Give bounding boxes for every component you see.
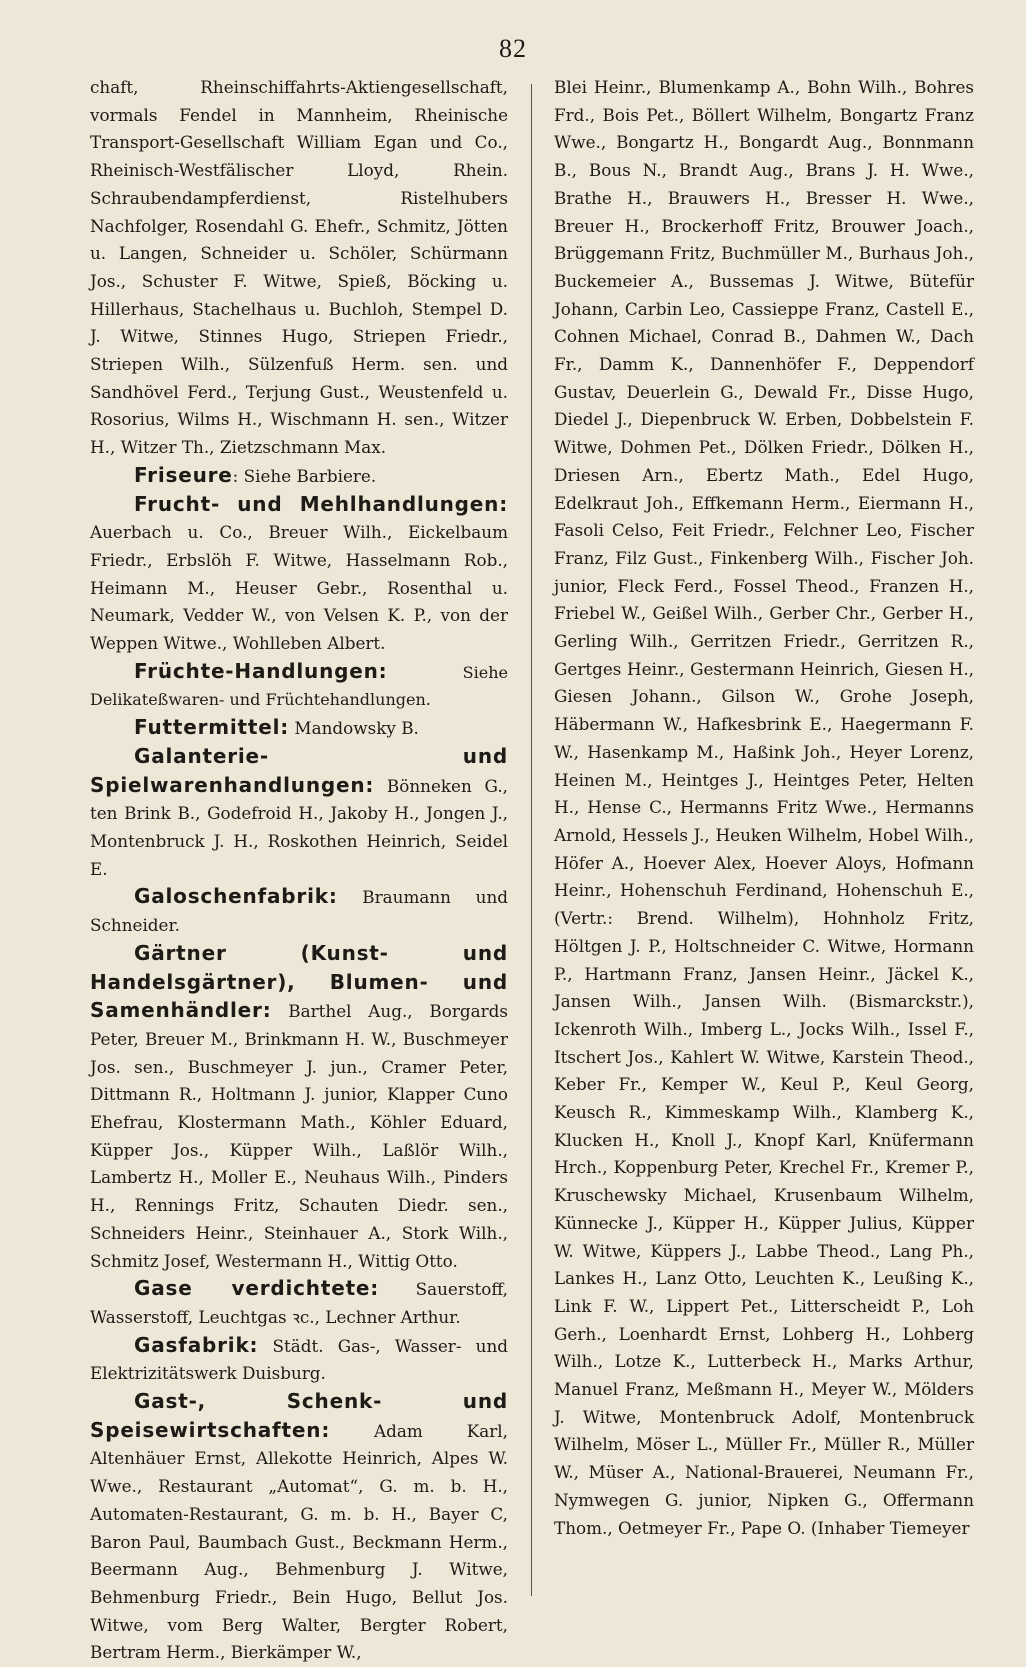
category-gaertner [90,940,508,1275]
category-heading: Galoschenfabrik: [134,884,338,909]
category-entries: Adam Karl, Altenhäuer Ernst, Allekotte Heinrich, Alpes W. Wwe., Restaurant „Automat“, G. m. b. H., Automaten-Restaurant, G. m. b. H., Bayer C, Baron Paul, Baumbach Gust., Beckmann Herm., Beermann Aug., Behmenburg J. Witwe, Behmenburg Friedr., Bein Hugo, Bellut Jos. Witwe, vom Berg Walter, Bergter Robert, Bertram Herm., Bierkämper W., [90,1420,508,1663]
gastwirtschaften-continued: Blei Heinr., Blumenkamp A., Bohn Wilh., Bohres Frd., Bois Pet., Böllert Wilhelm, Bongartz Franz Wwe., Bongartz H., Bongardt Aug., Bonnmann B., Bous N., Brandt Aug., Brans J. H. Wwe., Brathe H., Brauwers H., Bresser H. Wwe., Breuer H., Brockerhoff Fritz, Brouwer Joach., Brüggemann Fritz, Buchmüller M., Burhaus Joh., Buckemeier A., Bussemas J. Witwe, Bütefür Johann, Carbin Leo, Cassieppe Franz, Castell E., Cohnen Michael, Conrad B., Dahmen W., Dach Fr., Damm K., Dannenhöfer F., Deppendorf Gustav, Deuerlein G., Dewald Fr., Disse Hugo, Diedel J., Diepenbruck W. Erben, Dobbelstein F. Witwe, Dohmen Pet., Dölken Friedr., Dölken H., Driesen Arn., Ebertz Math., Edel Hugo, Edelkraut Joh., Effkemann Herm., Eiermann H., Fasoli Celso, Feit Friedr., Felchner Leo, Fischer Franz, Filz Gust., Finkenberg Wilh., Fischer Joh. junior, Fleck Ferd., Fossel Theod., Franzen H., Friebel W., Geißel Wilh., Gerber Chr., Gerber H., Gerling Wilh., Gerritzen Friedr., Gerritzen R., Gertges Heinr., Gestermann Heinrich, Giesen H., Giesen Johann., Gilson W., Grohe Joseph, Häbermann W., Hafkesbrink E., Haegermann F. W., Hasenkamp M., Haßink Joh., Heyer Lorenz, Heinen M., Heintges J., Heintges Peter, Helten H., Hense C., Hermanns Fritz Wwe., Hermanns Arnold, Hessels J., Heuken Wilhelm, Hobel Wilh., Höfer A., Hoever Alex, Hoever Aloys, Hofmann Heinr., Hohenschuh Ferdinand, Hohenschuh E., (Vertr.: Brend. Wilhelm), Hohnholz Fritz, Höltgen J. P., Holtschneider C. Witwe, Hormann P., Hartmann Franz, Jansen Heinr., Jäckel K., Jansen Wilh., Jansen Wilh. (Bismarckstr.), Ickenroth Wilh., Imberg L., Jocks Wilh., Issel F., Itschert Jos., Kahlert W. Witwe, Karstein Theod., Keber Fr., Kemper W., Keul P., Keul Georg, Keusch R., Kimmeskamp Wilh., Klamberg K., Klucken H., Knoll J., Knopf Karl, Knüfermann Hrch., Koppenburg Peter, Krechel Fr., Kremer P., Kruschewsky Michael, Krusenbaum Wilhelm, Künnecke J., Küpper H., Küpper Julius, Küpper W. Witwe, Küppers J., Labbe Theod., Lang Ph., Lankes H., Lanz Otto, Leuchten K., Leußing K., Link F. W., Lippert Pet., Litterscheidt P., Loh Gerh., Loenhardt Ernst, Lohberg H., Lohberg Wilh., Lotze K., Lutterbeck H., Marks Arthur, Manuel Franz, Meßmann H., Meyer W., Mölders J. Witwe, Montenbruck Adolf, Montenbruck Wilhelm, Möser L., Müller Fr., Müller R., Müller W., Müser A., National-Brauerei, Neumann Fr., Nymwegen G. junior, Nipken G., Offermann Thom., Oetmeyer Fr., Pape O. (Inhaber Tiemeyer [554,77,974,1538]
category-galanterie [90,743,508,884]
category-entries: Sauerstoff, Wasserstoff, Leuchtgas ꝛc., Lechner Arthur. [90,1279,508,1327]
category-heading: Frucht- und Mehlhandlungen: [134,491,508,516]
category-gastwirtschaften [90,1388,508,1667]
category-friseure [90,462,508,491]
category-entries: Städt. Gas-, Wasser- und Elektrizitätswerk Duisburg. [90,1335,508,1384]
category-heading: Gasfabrik: [134,1332,259,1357]
category-futtermittel [90,714,508,743]
category-fruechte [90,658,508,714]
category-galoschenfabrik [90,883,508,939]
category-heading: Galanterie- und Spielwarenhandlungen: [90,743,508,797]
category-entries: Auerbach u. Co., Breuer Wilh., Eickelbaum Friedr., Erbslöh F. Witwe, Hasselmann Rob., Heimann M., Heuser Gebr., Rosenthal u. Neumark, Vedder W., von Velsen K. P., von der Weppen Witwe., Wohlleben Albert. [90,522,508,654]
category-entries: Bönneken G., ten Brink B., Godefroid H., Jakoby H., Jongen J., Montenbruck J. H., Roskothen Heinrich, Seidel E. [90,775,508,879]
column-divider [531,84,532,1596]
category-entries: Braumann und Schneider. [90,887,508,936]
continued-entry-text: chaft, Rheinschiffahrts-Aktiengesellschaft, vormals Fendel in Mannheim, Rheinische Transport-Gesellschaft William Egan und Co., Rheinisch-Westfälischer Lloyd, Rhein. Schraubendampferdienst, Ristelhubers Nachfolger, Rosendahl G. Ehefr., Schmitz, Jötten u. Langen, Schneider u. Schöler, Schürmann Jos., Schuster F. Witwe, Spieß, Böcking u. Hillerhaus, Stachelhaus u. Buchloh, Stempel D. J. Witwe, Stinnes Hugo, Striepen Friedr., Striepen Wilh., Sülzenfuß Herm. sen. und Sandhövel Ferd., Terjung Gust., Weustenfeld u. Rosorius, Wilms H., Wischmann H. sen., Witzer H., Witzer Th., Zietzschmann Max. [90,77,508,458]
category-heading: Friseure [134,462,233,487]
page-number: 82 [499,34,527,63]
category-heading: Früchte-Handlungen: [134,658,388,683]
category-gasfabrik [90,1332,508,1388]
category-entries: : Siehe Barbiere. [232,465,377,486]
category-heading: Futtermittel: [134,715,290,740]
category-gase [90,1275,508,1331]
category-frucht-mehl [90,491,508,658]
right-column [554,74,974,1604]
category-heading: Gast-, Schenk- und Speisewirtschaften: [90,1389,508,1442]
category-entries: Siehe Delikateßwaren- und Früchtehandlungen. [90,662,508,710]
category-entries: Mandowsky B. [289,718,419,739]
left-column [90,74,508,1663]
category-heading: Gase verdichtete: [134,1276,380,1301]
category-entries: Barthel Aug., Borgards Peter, Breuer M., Brinkmann H. W., Buschmeyer Jos. sen., Buschmeyer J. jun., Cramer Peter, Dittmann R., Holtmann J. junior, Klapper Cuno Ehefrau, Klostermann Math., Köhler Eduard, Küpper Jos., Küpper Wilh., Laßlör Wilh., Lambertz H., Moller E., Neuhaus Wilh., Pinders H., Rennings Fritz, Schauten Diedr. sen., Schneiders Heinr., Steinhauer A., Stork Wilh., Schmitz Josef, Westermann H., Wittig Otto. [90,1001,508,1271]
category-heading: Gärtner (Kunst- und Handelsgärtner), Blumen- und Samenhändler: [90,940,508,1023]
